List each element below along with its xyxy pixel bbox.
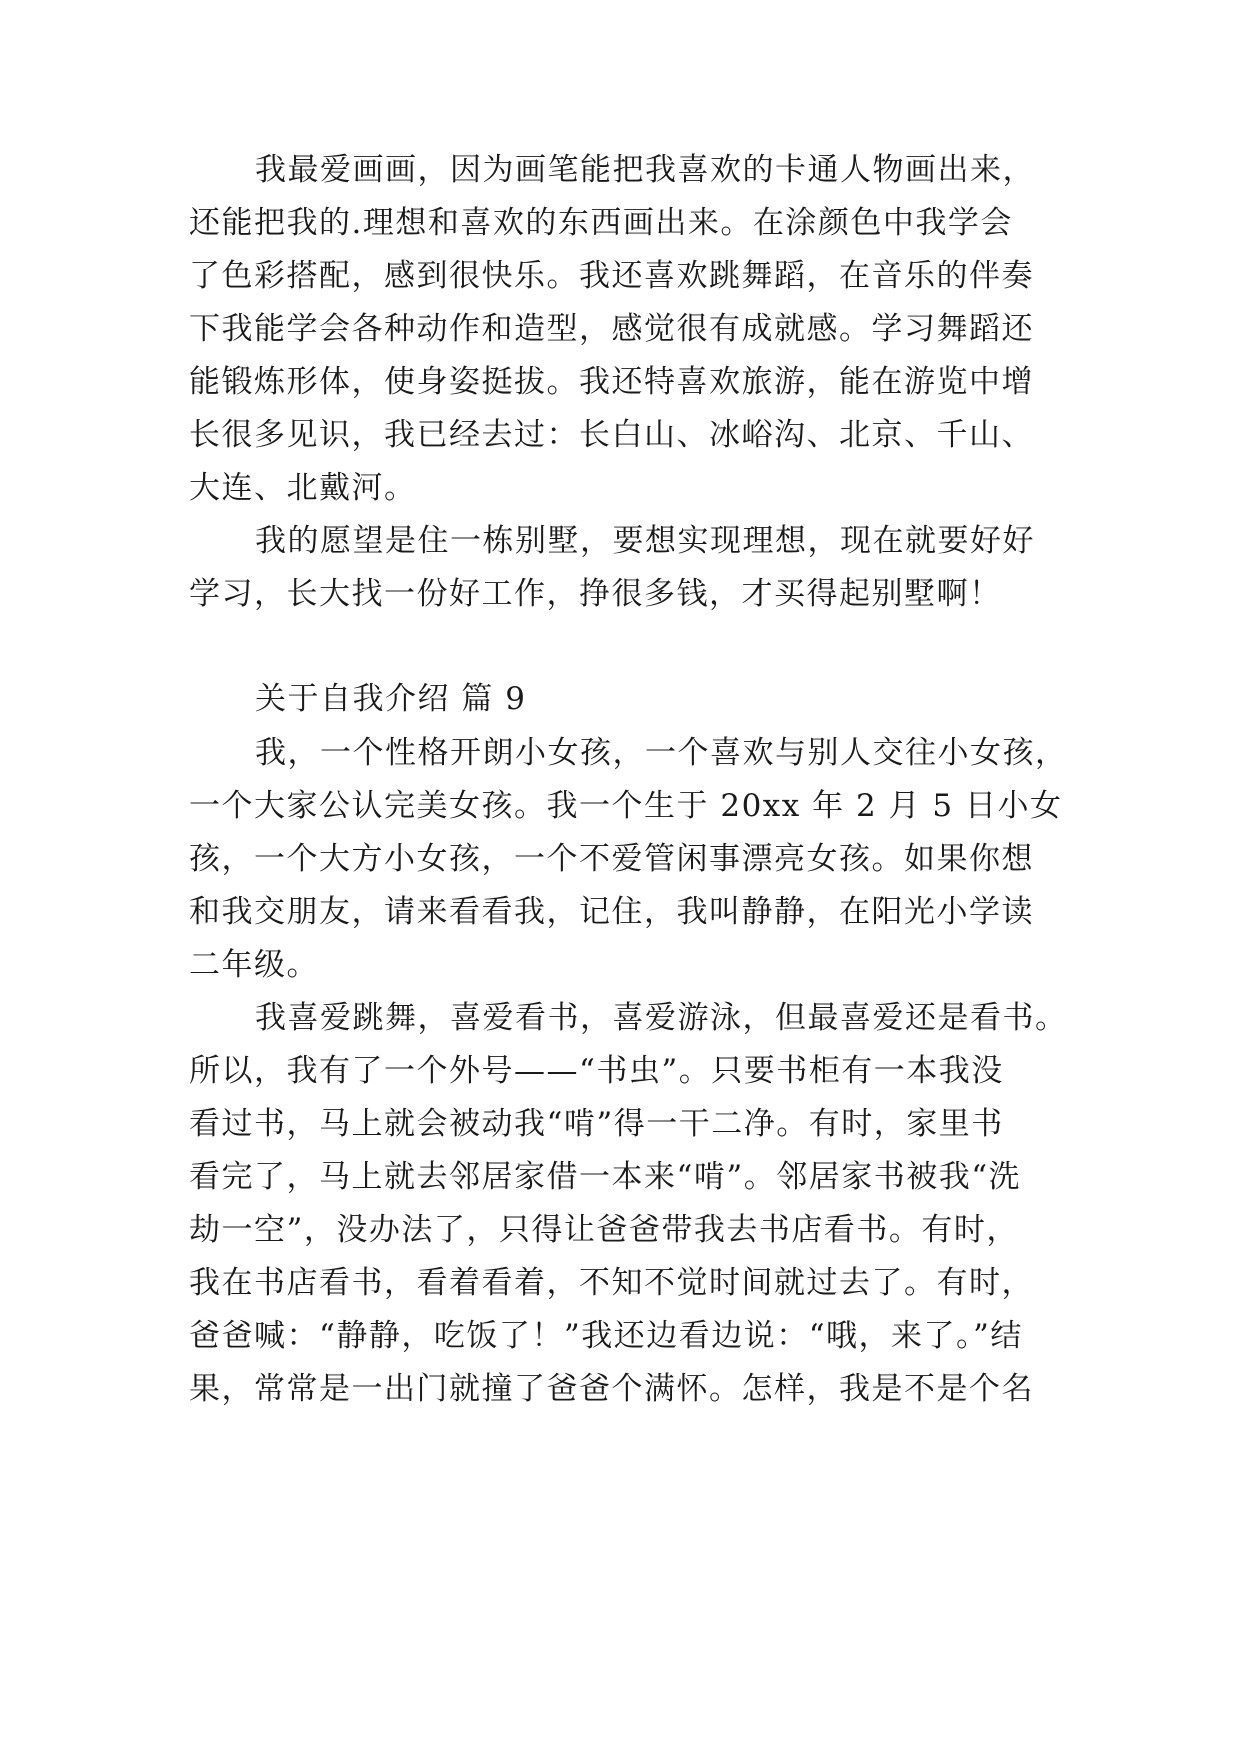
section-paragraph-2-line-1: 我喜爱跳舞，喜爱看书，喜爱游泳，但最喜爱还是看书。	[255, 1000, 1068, 1036]
section-paragraph-2-line-5: 劫一空”，没办法了，只得让爸爸带我去书店看书。有时，	[189, 1212, 1019, 1248]
paragraph-1-line-1: 我最爱画画，因为画笔能把我喜欢的卡通人物画出来，	[255, 152, 1035, 188]
section-paragraph-2-line-8: 果，常常是一出门就撞了爸爸个满怀。怎样，我是不是个名	[189, 1371, 1034, 1407]
section-paragraph-2-line-6: 我在书店看书，看着看着，不知不觉时间就过去了。有时，	[189, 1265, 1034, 1301]
section-paragraph-1-line-3: 孩，一个大方小女孩，一个不爱管闲事漂亮女孩。如果你想	[189, 841, 1034, 877]
section-paragraph-1-line-1: 我，一个性格开朗小女孩，一个喜欢与别人交往小女孩，	[255, 735, 1068, 771]
paragraph-1-line-5: 能锻炼形体，使身姿挺拔。我还特喜欢旅游，能在游览中增	[189, 364, 1034, 400]
section-paragraph-1-line-2: 一个大家公认完美女孩。我一个生于 20xx 年 2 月 5 日小女	[189, 788, 1063, 824]
section-heading: 关于自我介绍 篇 9	[255, 681, 527, 717]
section-paragraph-2-line-7: 爸爸喊：“静静，吃饭了！”我还边看边说：“哦，来了。”结	[189, 1318, 1023, 1354]
paragraph-1-line-3: 了色彩搭配，感到很快乐。我还喜欢跳舞蹈，在音乐的伴奏	[189, 258, 1034, 294]
paragraph-2-line-2: 学习，长大找一份好工作，挣很多钱，才买得起别墅啊！	[189, 576, 1002, 612]
section-paragraph-2-line-4: 看完了，马上就去邻居家借一本来“啃”。邻居家书被我“洗	[189, 1159, 1022, 1195]
paragraph-1-line-7: 大连、北戴河。	[189, 470, 417, 506]
paragraph-1-line-4: 下我能学会各种动作和造型，感觉很有成就感。学习舞蹈还	[189, 311, 1034, 347]
section-paragraph-1-line-5: 二年级。	[189, 947, 319, 983]
section-paragraph-2-line-3: 看过书，马上就会被动我“啃”得一干二净。有时，家里书	[189, 1106, 1004, 1142]
section-paragraph-2-line-2: 所以，我有了一个外号——“书虫”。只要书柜有一本我没	[189, 1053, 1004, 1089]
paragraph-1-line-2: 还能把我的.理想和喜欢的东西画出来。在涂颜色中我学会	[189, 205, 1013, 241]
paragraph-1-line-6: 长很多见识，我已经去过：长白山、冰峪沟、北京、千山、	[189, 417, 1034, 453]
section-paragraph-1-line-4: 和我交朋友，请来看看我，记住，我叫静静，在阳光小学读	[189, 894, 1034, 930]
paragraph-2-line-1: 我的愿望是住一栋别墅，要想实现理想，现在就要好好	[255, 523, 1035, 559]
